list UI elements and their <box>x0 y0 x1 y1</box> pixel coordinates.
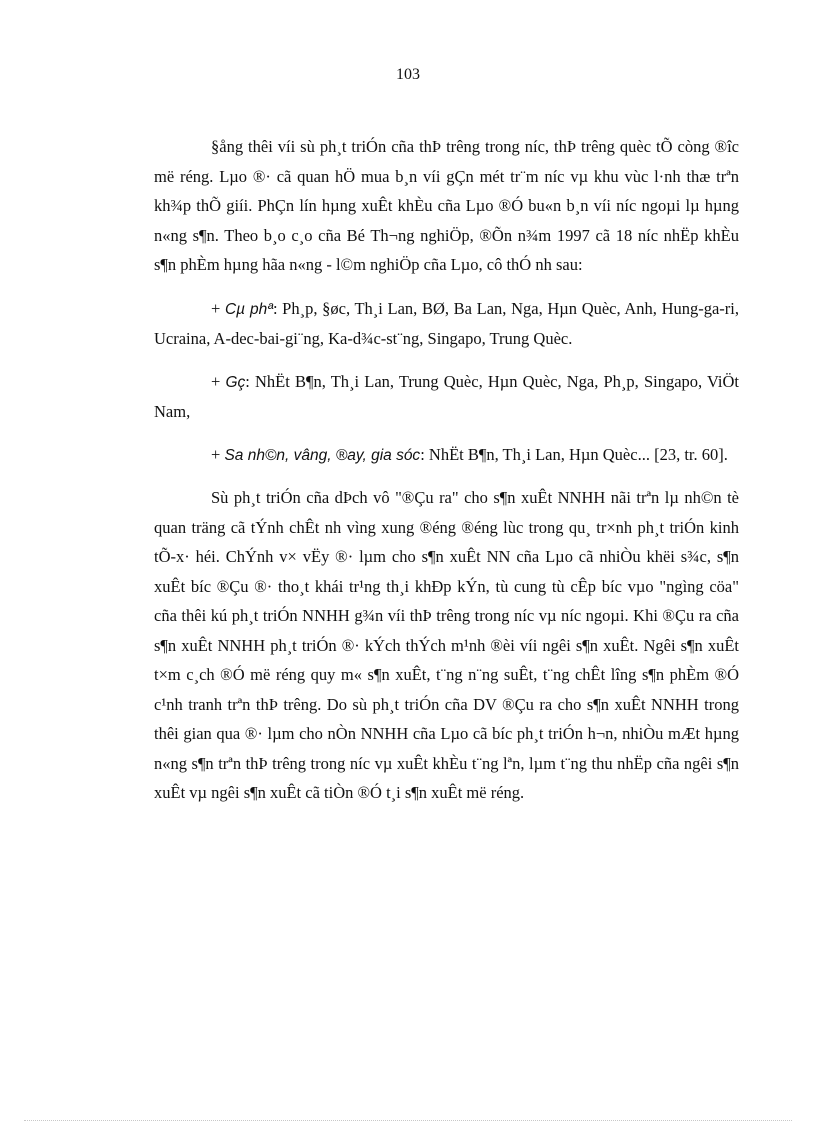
list-marker: + <box>211 444 221 464</box>
list-marker: + <box>211 298 221 318</box>
list-item-text: : Ph¸p, §øc, Th¸i Lan, BØ, Ba Lan, Nga, Hµn Quèc, Anh, Hung-ga-ri, Ucraina, A-dec-bai-gi¨ng, Ka-d¾c-st¨ng, Singapo, Trung Quèc. <box>154 298 740 348</box>
list-item-text: : NhËt B¶n, Th¸i Lan, Hµn Quèc... [23, tr. 60]. <box>420 444 728 464</box>
list-item-lead: Cµ phª <box>224 300 273 318</box>
paragraph-intro: §ång thêi víi sù ph¸t triÓn cña thÞ trêng trong níc, thÞ trêng quèc tÕ còng ®îc më réng. Lµo ®· cã quan hÖ mua b¸n víi gÇn mét tr¨m níc vµ khu vùc l·nh thæ trªn kh¾p thÕ giíi. PhÇn lín hµng xuÊt khÈu cña Lµo ®Ó bu«n b¸n víi níc ngoµi lµ hµng n«ng s¶n. Theo b¸o c¸o cña Bé Th¬ng nghiÖp, ®Õn n¾m 1997 cã 18 níc nhËp khÈu s¶n phÈm hµng hãa n«ng - l©m nghiÖp cña Lµo, cô thÓ nh sau: <box>154 137 739 274</box>
list-item-lead: Sa nh©n, vâng, ®ay, gia sóc <box>224 446 421 464</box>
page-bottom-divider <box>24 1120 792 1121</box>
list-marker: + <box>211 371 221 391</box>
list-item-text: : NhËt B¶n, Th¸i Lan, Trung Quèc, Hµn Quèc, Nga, Ph¸p, Singapo, ViÖt Nam, <box>154 371 740 421</box>
page-number: 103 <box>396 66 420 83</box>
list-item-coffee <box>154 294 739 354</box>
paragraph-output-services: Sù ph¸t triÓn cña dÞch vô "®Çu ra" cho s¶n xuÊt NNHH nãi trªn lµ nh©n tè quan träng cã tÝnh chÊt nh vìng xung ®éng ®éng lùc trong qu¸ tr×nh ph¸t triÓn kinh tÕ-x· héi. ChÝnh v× vËy ®· lµm cho s¶n xuÊt NN cña Lµo cã nhiÒu khëi s¾c, s¶n xuÊt bíc ®Çu ®· tho¸t khái tr¹ng th¸i khÐp kÝn, tù cung tù cÊp bíc vµo "ngìng cöa" cña thêi kú ph¸t triÓn NNHH g¾n víi thÞ trêng trong níc vµ níc ngoµi. Khi ®Çu ra cña s¶n xuÊt NNHH ph¸t triÓn ®· kÝch thÝch m¹nh ®èi víi ngêi s¶n xuÊt. Ngêi s¶n xuÊt t×m c¸ch ®Ó më réng quy m« s¶n xuÊt, t¨ng n¨ng suÊt, t¨ng chÊt lîng s¶n phÈm ®Ó c¹nh tranh trªn thÞ trêng. Do sù ph¸t triÓn cña DV ®Çu ra cho s¶n xuÊt NNHH trong thêi gian qua ®· lµm cho nÒn NNHH cña Lµo cã bíc ph¸t triÓn h¬n, nhiÒu mÆt hµng n«ng s¶n trªn thÞ trêng trong níc vµ xuÊt khÈu t¨ng lªn, lµm t¨ng thu nhËp cña ngêi s¶n xuÊt vµ ngêi s¶n xuÊt cã tiÒn ®Ó t¸i s¶n xuÊt më réng. <box>154 488 739 802</box>
list-item-wood <box>154 367 739 427</box>
list-item-cardamom <box>154 440 739 471</box>
document-body <box>154 132 739 822</box>
list-item-lead: Gç <box>225 373 246 391</box>
